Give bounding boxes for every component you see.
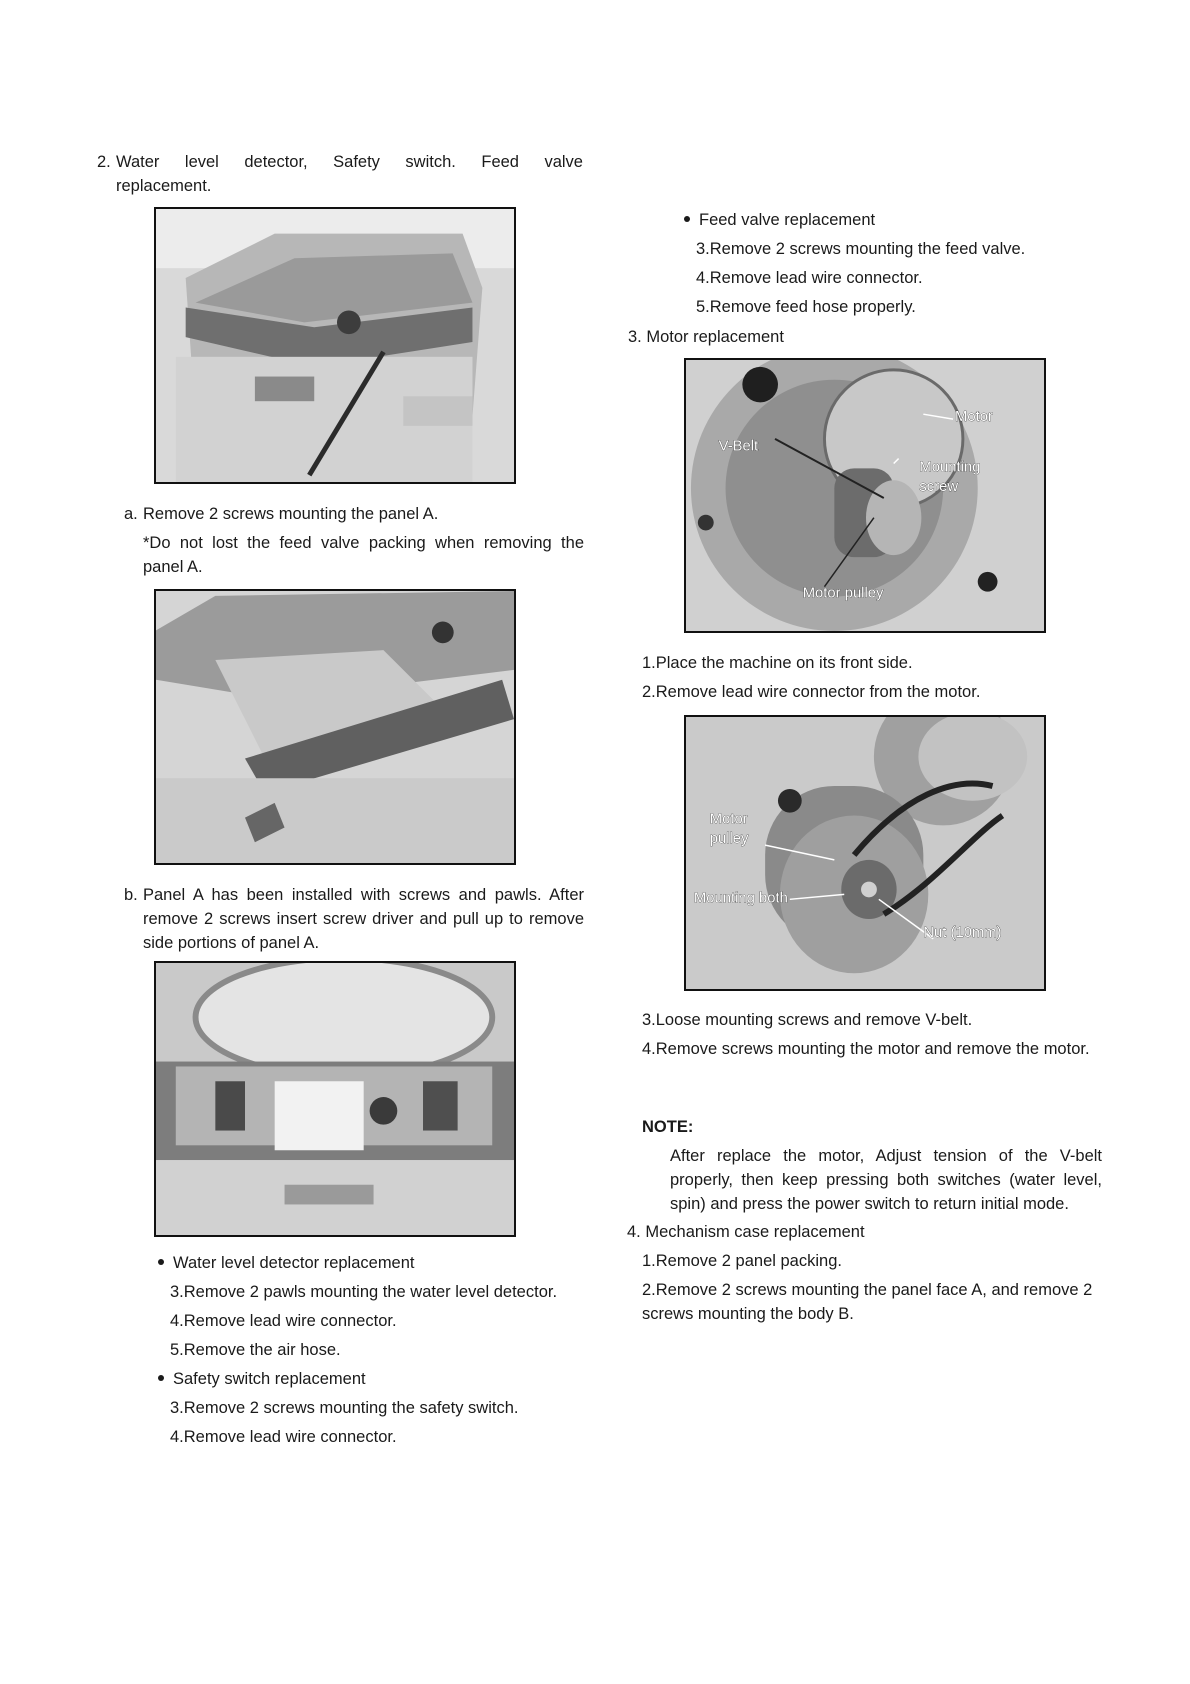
step-a <box>124 502 584 579</box>
water-level-step: 4.Remove lead wire connector. <box>170 1312 397 1330</box>
heading-word: valve <box>544 153 583 171</box>
motor-step: 1.Place the machine on its front side. <box>642 654 913 672</box>
bullet-icon <box>158 1259 164 1265</box>
photo-motor-pulley <box>684 715 1046 991</box>
heading-word: Safety <box>333 153 380 171</box>
label-mounting-screw-2: screw <box>919 479 959 496</box>
step-text: Remove 2 screws mounting the panel A. <box>143 505 439 523</box>
safety-step: 3.Remove 2 screws mounting the safety switch. <box>170 1399 519 1417</box>
safety-step: 4.Remove lead wire connector. <box>170 1428 397 1446</box>
feed-valve-step: 4.Remove lead wire connector. <box>696 269 923 287</box>
heading-word: level <box>184 153 219 171</box>
heading-line2: replacement. <box>116 177 212 195</box>
step-b <box>124 883 584 955</box>
feed-valve-section <box>684 208 1104 319</box>
label-motor-pulley-2: pulley <box>709 831 749 848</box>
label-mounting-both: Mounting both <box>693 890 788 907</box>
note-heading: NOTE: <box>642 1118 694 1136</box>
step-label: a. <box>124 505 138 523</box>
photo-panel-a-remove <box>154 589 516 865</box>
water-level-step: 3.Remove 2 pawls mounting the water level detector. <box>170 1283 558 1301</box>
mechanism-step: 2.Remove 2 screws mounting the panel face A, and remove 2 screws mounting the body B. <box>642 1281 1093 1323</box>
feed-valve-step: 5.Remove feed hose properly. <box>696 298 916 316</box>
safety-title: Safety switch replacement <box>158 1367 584 1391</box>
label-motor-pulley: Motor pulley <box>802 585 884 602</box>
heading-word: switch. <box>405 153 456 171</box>
motor-steps-1 <box>642 651 1102 704</box>
photo-motor <box>684 358 1046 633</box>
heading-word: Water <box>116 153 160 171</box>
mechanism-steps <box>642 1249 1102 1326</box>
section-2-heading <box>97 150 583 198</box>
water-level-step: 5.Remove the air hose. <box>170 1341 341 1359</box>
label-nut: Nut (10mm) <box>923 924 1002 941</box>
heading-word: Feed <box>481 153 519 171</box>
water-level-title: Water level detector replacement <box>158 1251 584 1275</box>
label-motor-pulley-1: Motor <box>709 811 748 828</box>
photo-water-level-detector <box>154 961 516 1237</box>
step-text: Panel A has been installed with screws and pawls. After remove 2 screws insert screw driver and pull up to remove side portions of panel A. <box>143 886 584 952</box>
note-text: After replace the motor, Adjust tension of the V-belt properly, then keep pressing both switches (water level, spin) and press the power switch to return initial mode. <box>670 1147 1102 1213</box>
bullet-icon <box>684 216 690 222</box>
feed-valve-title: Feed valve replacement <box>684 208 1104 232</box>
label-v-belt: V-Belt <box>718 438 759 455</box>
label-motor: Motor <box>954 409 993 426</box>
mechanism-step: 1.Remove 2 panel packing. <box>642 1252 842 1270</box>
motor-steps-2 <box>642 1008 1102 1061</box>
label-mounting-screw-1: Mounting <box>919 459 981 476</box>
motor-step: 4.Remove screws mounting the motor and remove the motor. <box>642 1040 1090 1058</box>
step-note: *Do not lost the feed valve packing when removing the panel A. <box>143 534 584 576</box>
mechanism-heading: 4. Mechanism case replacement <box>627 1223 865 1241</box>
bullet-icon <box>158 1375 164 1381</box>
motor-step: 2.Remove lead wire connector from the motor. <box>642 683 981 701</box>
water-level-section <box>158 1251 584 1449</box>
motor-step: 3.Loose mounting screws and remove V-belt. <box>642 1011 973 1029</box>
feed-valve-step: 3.Remove 2 screws mounting the feed valve. <box>696 240 1026 258</box>
heading-word: detector, <box>244 153 308 171</box>
motor-heading: 3. Motor replacement <box>628 328 784 346</box>
photo-panel-a-top <box>154 207 516 484</box>
step-label: b. <box>124 886 138 904</box>
heading-number: 2. <box>97 153 111 171</box>
